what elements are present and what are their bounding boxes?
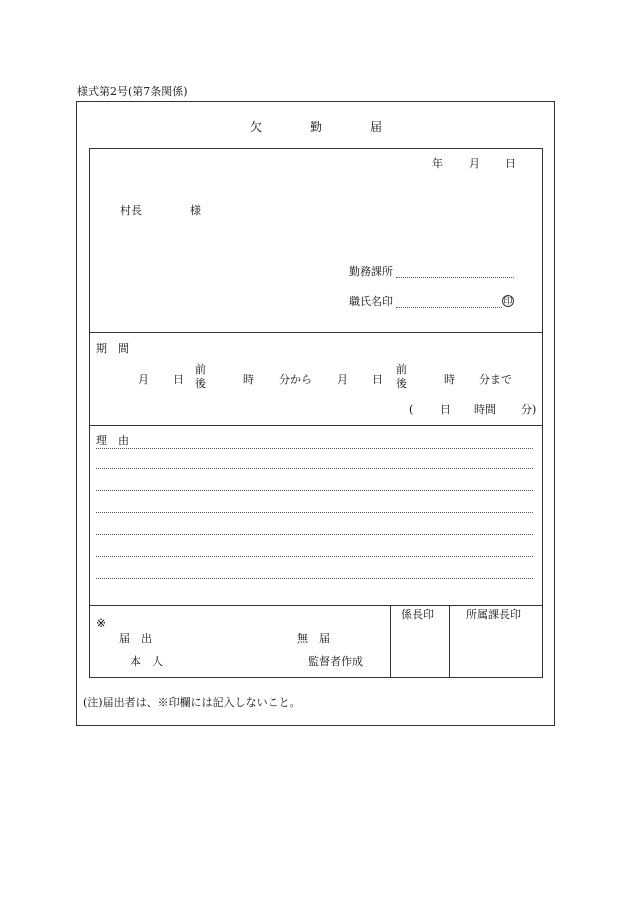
start-pm-label: 後 [195,377,206,390]
name-label: 職氏名印 [349,295,393,308]
reason-line[interactable] [96,448,533,449]
title-char-2: 勤 [310,120,323,134]
reason-line[interactable] [96,512,533,513]
end-minute-label: 分まで [479,373,512,386]
total-minutes-label: 分) [521,403,537,416]
workplace-field[interactable] [396,277,514,278]
office-divider-2 [449,605,450,678]
title-char-1: 欠 [250,120,263,134]
end-ampm [396,363,407,391]
reason-line[interactable] [96,468,533,469]
end-am-label: 前 [396,363,407,376]
seal-mark: 印 [503,297,513,307]
section-head-seal-label: 所属課長印 [466,608,521,621]
addressee-name: 村長 [120,204,142,217]
reason-line[interactable] [96,578,533,579]
reason-line[interactable] [96,534,533,535]
start-minute-label: 分から [279,373,312,386]
total-hours-label: 時間 [474,403,496,416]
total-day-label: 日 [440,403,451,416]
office-mark: ※ [96,616,107,630]
date-day-label: 日 [505,157,516,170]
start-ampm [195,363,206,391]
end-pm-label: 後 [396,377,407,390]
supervisor-label: 監督者作成 [308,655,363,668]
reason-line[interactable] [96,556,533,557]
chief-seal-label: 係長印 [401,608,434,621]
end-day-label: 日 [372,373,383,386]
start-day-label: 日 [173,373,184,386]
self-label: 本 人 [130,655,163,668]
divider-period [89,332,543,333]
date-year-label: 年 [432,157,443,170]
name-field[interactable] [396,307,502,308]
office-divider-1 [390,605,391,678]
reason-line[interactable] [96,490,533,491]
period-label: 期 間 [96,342,129,355]
start-month-label: 月 [138,373,149,386]
divider-office [89,605,543,606]
footnote: (注)届出者は、※印欄には記入しないこと。 [83,696,301,709]
start-am-label: 前 [195,363,206,376]
reason-label: 理 由 [96,434,129,447]
title-char-3: 届 [370,120,383,134]
submitted-label: 届 出 [119,632,152,645]
form-number: 様式第2号(第7条関係) [77,85,188,98]
addressee-honorific: 様 [190,204,201,217]
date-month-label: 月 [469,157,480,170]
end-month-label: 月 [337,373,348,386]
total-open-paren: ( [409,403,414,416]
divider-reason [89,425,543,426]
workplace-label: 勤務課所 [349,265,393,278]
end-hour-label: 時 [444,373,455,386]
not-submitted-label: 無 届 [297,632,330,645]
start-hour-label: 時 [243,373,254,386]
